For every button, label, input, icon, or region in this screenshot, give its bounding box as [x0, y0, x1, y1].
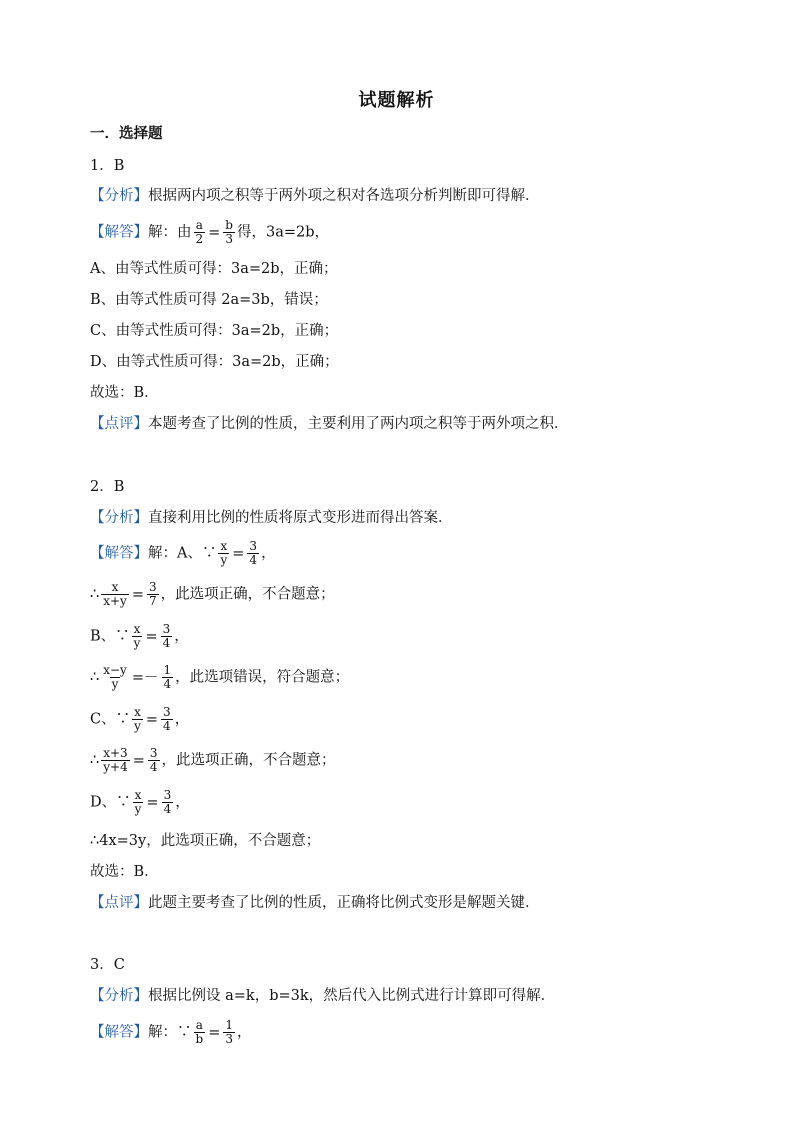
comment-tag: 【点评】	[90, 416, 148, 432]
q2-choose: 故选：B．	[90, 864, 159, 880]
q2-result-b: ∴ $\frac{x-y}{y}$ =－ $\frac{1}{4}$ ，此选项错误，符合题意；	[90, 663, 350, 691]
fraction: $\frac{x}{y}$	[134, 788, 142, 816]
fraction: $\frac{b}{3}$	[225, 218, 233, 246]
fraction: $\frac{x-y}{y}$	[103, 663, 127, 691]
q3-answer: 【解答】解：∵ $\frac{a}{b}$ = $\frac{1}{3}$ ，	[90, 1018, 252, 1046]
page-title: 试题解析	[358, 90, 435, 111]
q2-answer-a: 【解答】解：A、∵ $\frac{x}{y}$ = $\frac{3}{4}$ ，	[90, 539, 276, 567]
q2-answer-c: C、∵ $\frac{x}{y}$ = $\frac{3}{4}$ ，	[90, 705, 190, 733]
q1-answer: 【解答】解：由 $\frac{a}{2}$ = $\frac{b}{3}$ 得，3a=2b，	[90, 218, 330, 246]
q2-answer-d: D、∵ $\frac{x}{y}$ = $\frac{3}{4}$ ，	[90, 788, 190, 816]
q2-result-d: ∴4x=3y，此选项正确，不合题意；	[90, 833, 321, 849]
q1-analysis	[90, 186, 540, 206]
fraction: $\frac{3}{4}$	[249, 539, 258, 567]
comment-tag: 【点评】	[90, 895, 148, 911]
fraction: $\frac{3}{4}$	[163, 788, 172, 816]
fraction: $\frac{x}{y}$	[220, 539, 228, 567]
q1-choose: 故选：B．	[90, 385, 159, 401]
fraction: $\frac{1}{4}$	[163, 663, 172, 691]
section-heading: 一．选择题	[90, 125, 163, 142]
fraction: $\frac{1}{3}$	[225, 1018, 233, 1046]
q2-analysis: 【分析】直接利用比例的性质将原式变形进而得出答案．	[90, 510, 453, 526]
q2-number: 2．B	[90, 479, 125, 495]
q1-option-d: D、由等式性质可得：3a=2b，正确；	[90, 354, 339, 370]
q1-option-b: B、由等式性质可得 2a=3b，错误；	[90, 292, 328, 308]
q2-result-a: ∴ $\frac{x}{x+y}$ = $\frac{3}{7}$ ，此选项正确，不合题意；	[90, 580, 335, 608]
fraction: $\frac{a}{2}$	[195, 218, 204, 246]
q1-option-c: C、由等式性质可得：3a=2b，正确；	[90, 323, 339, 339]
q3-analysis: 【分析】根据比例设 a=k，b=3k，然后代入比例式进行计算即可得解．	[90, 988, 556, 1004]
answer-tag: 【解答】	[90, 1024, 148, 1041]
q1-comment: 【点评】本题考查了比例的性质，主要利用了两内项之积等于两外项之积．	[90, 416, 569, 432]
fraction: $\frac{x}{y}$	[133, 622, 141, 650]
q1-number: 1．B	[90, 158, 125, 174]
answer-tag: 【解答】	[90, 545, 148, 562]
fraction: $\frac{x+3}{y+4}$	[103, 746, 128, 774]
q1-option-a: A、由等式性质可得：3a=2b，正确；	[90, 261, 338, 277]
q2-result-c: ∴ $\frac{x+3}{y+4}$ = $\frac{3}{4}$ ，此选项正确，不合题意；	[90, 746, 336, 774]
fraction: $\frac{3}{4}$	[162, 622, 171, 650]
answer-tag: 【解答】	[90, 224, 148, 241]
analysis-text: 根据两内项之积等于两外项之积对各选项分析判断即可得解．	[148, 188, 540, 204]
fraction: $\frac{3}{7}$	[149, 580, 157, 608]
fraction: $\frac{a}{b}$	[195, 1018, 204, 1046]
q2-comment: 【点评】此题主要考查了比例的性质，正确将比例式变形是解题关键．	[90, 895, 540, 911]
q2-answer-b: B、∵ $\frac{x}{y}$ = $\frac{3}{4}$ ，	[90, 622, 189, 650]
analysis-tag: 【分析】	[90, 988, 148, 1004]
fraction: $\frac{3}{4}$	[163, 705, 171, 733]
q3-number: 3．C	[90, 957, 125, 973]
fraction: $\frac{3}{4}$	[149, 746, 158, 774]
fraction: $\frac{x}{x+y}$	[103, 580, 127, 608]
fraction: $\frac{x}{y}$	[134, 705, 141, 733]
analysis-tag: 【分析】	[90, 188, 148, 204]
analysis-tag: 【分析】	[90, 510, 148, 526]
